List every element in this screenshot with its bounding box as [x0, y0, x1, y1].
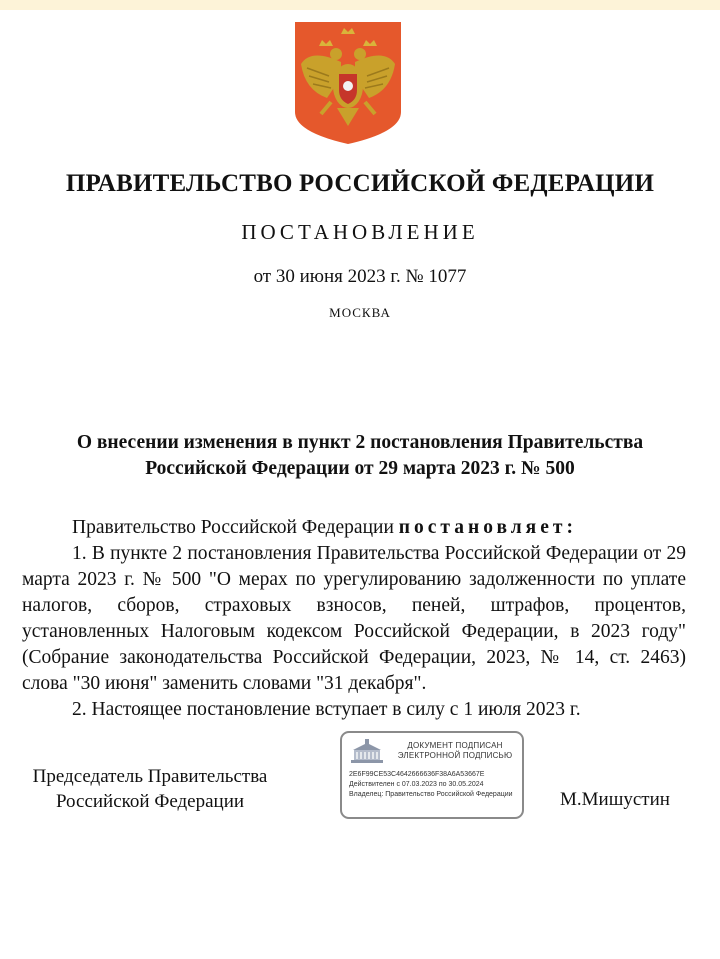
preamble-paragraph — [22, 515, 686, 541]
stamp-heading-line: ДОКУМЕНТ ПОДПИСАН — [407, 741, 503, 750]
paragraph-1: 1. В пункте 2 постановления Правительства Российской Федерации от 29 марта 2023 г. № 500 "О мерах по урегулированию задолженности по уплате налогов, сборов, страховых взносов, пеней, штрафов, процентов, установленных Налоговым кодексом Российской Федерации, в 2023 году" (Собрание законодательства Российской Федерации, 2023, № 14, ст. 2463) слова "30 июня" заменить словами "31 декабря". — [22, 543, 686, 694]
document-city: МОСКВА — [329, 305, 391, 320]
document-type: ПОСТАНОВЛЕНИЕ — [241, 220, 479, 244]
signer-position-line: Председатель Правительства — [32, 766, 268, 787]
subject-line: О внесении изменения в пункт 2 постановления Правительства — [76, 432, 644, 453]
decree-word: постановляет: — [398, 517, 577, 538]
top-strip — [0, 0, 720, 10]
signer-position — [20, 764, 280, 814]
government-title: ПРАВИТЕЛЬСТВО РОССИЙСКОЙ ФЕДЕРАЦИИ — [65, 170, 655, 197]
certificate-validity: Действителен с 07.03.2023 по 30.05.2024 — [349, 781, 484, 788]
preamble-text: Правительство Российской Федерации — [72, 517, 394, 538]
coat-of-arms-icon — [291, 20, 405, 146]
electronic-signature-stamp — [340, 731, 524, 819]
subject-line: Российской Федерации от 29 марта 2023 г. № 500 — [145, 458, 575, 479]
paragraph-2: 2. Настоящее постановление вступает в силу с 1 июля 2023 г. — [72, 699, 581, 720]
document-date-number: от 30 июня 2023 г. № 1077 — [253, 266, 467, 287]
document-subject — [40, 430, 680, 482]
stamp-heading-line: ЭЛЕКТРОННОЙ ПОДПИСЬЮ — [397, 751, 513, 760]
stamp-heading — [388, 741, 522, 761]
document-body — [22, 515, 686, 723]
certificate-owner: Владелец: Правительство Российской Федерации — [349, 791, 513, 798]
signer-position-line: Российской Федерации — [55, 791, 245, 812]
signer-name: М.Мишустин — [560, 789, 670, 810]
certificate-number: 2E6F99CE53C4642666636F38A6A53667E — [349, 771, 485, 778]
government-building-icon — [349, 738, 385, 764]
